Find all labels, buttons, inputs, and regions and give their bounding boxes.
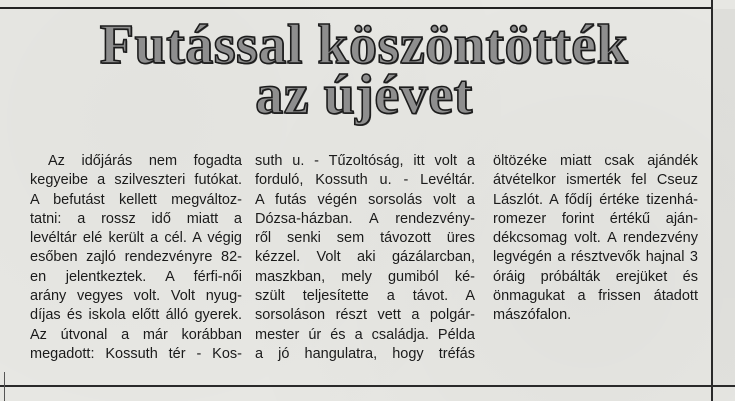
headline-line-1: Futással köszöntötték	[99, 14, 629, 76]
article-line: ről senki sem távozott üres	[255, 230, 475, 247]
article-line: dékcsomag volt. A rendezvény	[493, 230, 698, 247]
article-line: Az útvonal a már korábban	[30, 326, 242, 343]
article-headline	[0, 14, 728, 126]
article-line: öltözéke miatt csak ajándék	[493, 153, 698, 169]
article-line: tatni: a rossz idő miatt a	[30, 210, 242, 227]
article-line: kegyeibe a szilveszteri futókat.	[30, 172, 242, 189]
article-line: A futás végén sorsolás volt a	[255, 191, 475, 208]
article-line: átvételkor ismerték fel Cseuz	[493, 172, 698, 189]
article-line: romezer forint értékű aján-	[493, 210, 698, 227]
top-rule	[0, 7, 713, 9]
article-line: suth u. - Tűzoltóság, itt volt a	[255, 153, 475, 169]
article-column-3	[493, 152, 698, 326]
article-column-1	[30, 152, 242, 364]
article-line: önmagukat a frissen átadott	[493, 288, 698, 305]
headline-line-2: az újévet	[255, 64, 473, 126]
article-line: Az időjárás nem fogadta	[48, 153, 242, 169]
article-line: esőben zajló rendezvényre 82-	[30, 249, 242, 266]
article-line: A befutást kellett megváltoz-	[30, 191, 242, 208]
article-line: mester úr és a családja. Példa	[255, 326, 475, 343]
bottom-rule	[0, 385, 735, 387]
article-line: sorsoláson részt vett a polgár-	[255, 307, 475, 324]
article-line: Lászlót. A fődíj értéke tizenhá-	[493, 191, 698, 208]
article-line: arány vegyes volt. Volt nyug-	[30, 288, 242, 305]
article-line: en jelentkeztek. A férfi-női	[30, 268, 242, 285]
article-line: kézzel. Volt aki gázálarcban,	[255, 249, 475, 266]
article-column-2	[255, 152, 475, 364]
article-line: levéltár elé került a cél. A végig	[30, 230, 242, 247]
article-line: maszkban, mely gumiból ké-	[255, 268, 475, 285]
left-edge-rule	[4, 372, 5, 401]
article-line: forduló, Kossuth u. - Levéltár.	[255, 172, 475, 189]
article-line: Dózsa-házban. A rendezvény-	[255, 210, 475, 227]
article-line: mászófalon.	[493, 307, 572, 324]
article-line: a jó hangulatra, hogy tréfás	[255, 345, 475, 362]
article-line: szült teljesítette a távot. A	[255, 288, 475, 305]
article-line: megadott: Kossuth tér - Kos-	[30, 345, 242, 362]
article-line: óráig próbálták erejüket és	[493, 268, 698, 285]
article-line: díjas és iskola előtt álló gyerek.	[30, 307, 242, 324]
article-line: legvégén a résztvevők hajnal 3	[493, 249, 698, 266]
